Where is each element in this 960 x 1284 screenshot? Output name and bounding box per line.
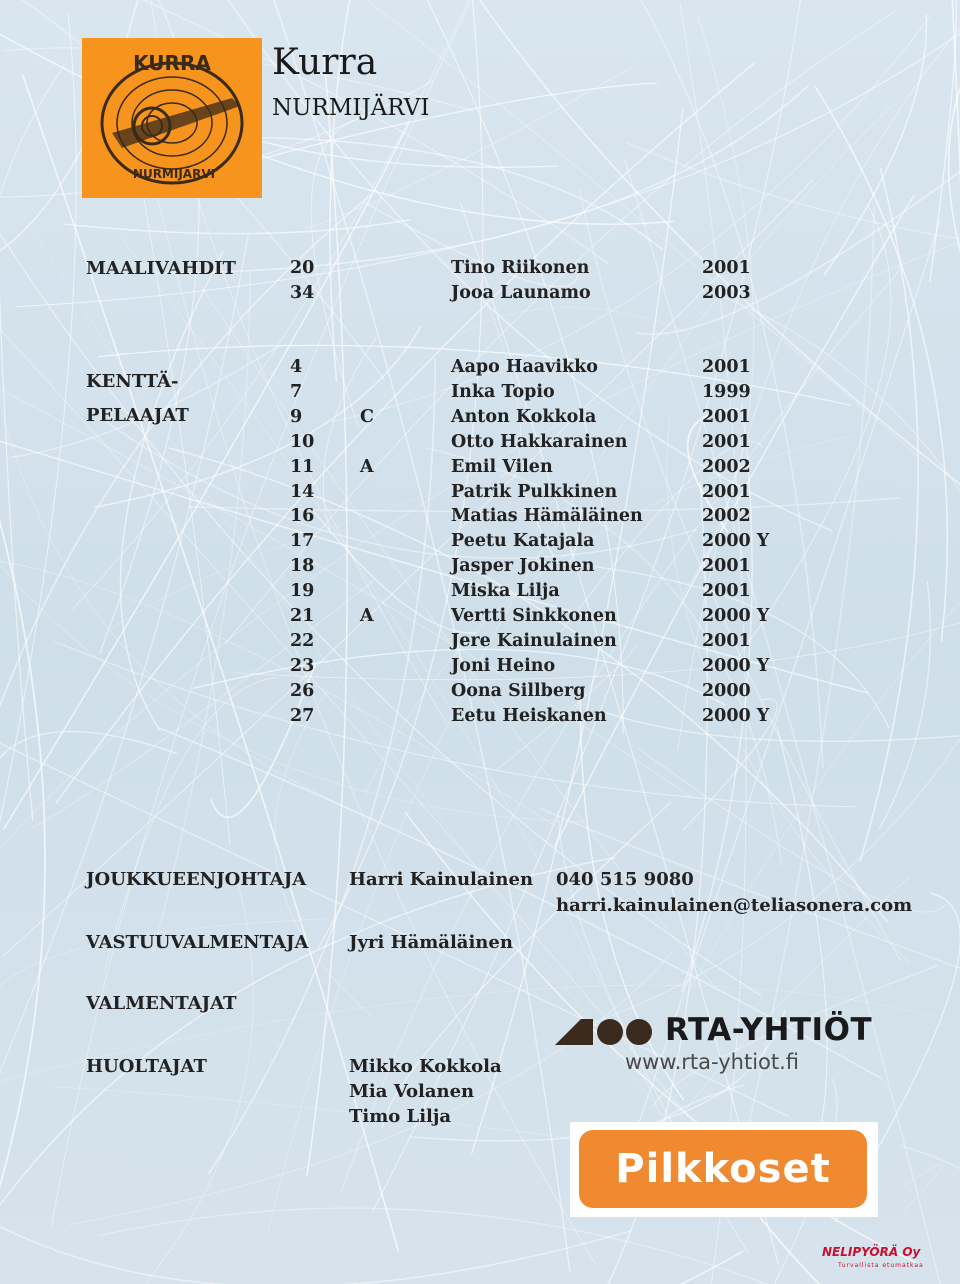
- player-name: Miska Lilja: [451, 581, 560, 602]
- player-year: 2001: [702, 630, 751, 651]
- player-number: 34: [290, 283, 315, 303]
- player-name: Peetu Katajala: [451, 531, 595, 552]
- player-number: 14: [290, 481, 315, 502]
- rta-sponsor-url[interactable]: www.rta-yhtiot.fi: [625, 1050, 800, 1074]
- player-name: Eetu Heiskanen: [451, 705, 607, 726]
- player-number: 11: [290, 456, 315, 477]
- player-year: 2000: [702, 680, 751, 701]
- rta-logo-mark-icon: [555, 1017, 655, 1047]
- player-number: 27: [290, 705, 315, 726]
- player-year: 2001: [702, 581, 751, 602]
- pilkkoset-sponsor-name: Pilkkoset: [615, 1146, 831, 1192]
- player-year: 2002: [702, 456, 751, 477]
- skaters-label-line1: KENTTÄ-: [86, 371, 179, 392]
- player-name: Patrik Pulkkinen: [451, 481, 618, 502]
- player-number: 17: [290, 531, 315, 552]
- player-name: Otto Hakkarainen: [451, 431, 628, 452]
- club-name: Kurra: [272, 42, 378, 83]
- player-number: 16: [290, 506, 315, 527]
- manager-email: harri.kainulainen@teliasonera.com: [556, 895, 913, 916]
- club-logo: [82, 38, 262, 198]
- manager-name: Harri Kainulainen: [349, 869, 534, 890]
- skaters-label-line2: PELAAJAT: [86, 405, 189, 426]
- equipment-name: Mikko Kokkola: [349, 1056, 502, 1077]
- player-year: 2001: [702, 481, 751, 502]
- player-name: Inka Topio: [451, 381, 555, 402]
- player-name: Jooa Launamo: [451, 283, 591, 303]
- player-year: 2002: [702, 506, 751, 527]
- player-year: 2000 Y: [702, 531, 770, 552]
- player-name: Matias Hämäläinen: [451, 506, 643, 527]
- coaches-label: VALMENTAJAT: [86, 993, 237, 1014]
- player-number: 19: [290, 581, 315, 602]
- player-year: 2001: [702, 431, 751, 452]
- player-role: C: [360, 406, 374, 427]
- manager-phone: 040 515 9080: [556, 869, 694, 890]
- player-name: Jasper Jokinen: [451, 556, 595, 577]
- pilkkoset-sponsor-logo: [570, 1122, 878, 1217]
- player-number: 21: [290, 606, 315, 626]
- manager-label: JOUKKUEENJOHTAJA: [86, 869, 307, 890]
- equipment-label: HUOLTAJAT: [86, 1056, 207, 1077]
- player-year: 2001: [702, 406, 751, 427]
- player-year: 2001: [702, 258, 751, 278]
- goalies-label: MAALIVAHDIT: [86, 258, 236, 279]
- player-year: 2000 Y: [702, 606, 770, 626]
- player-name: Jere Kainulainen: [451, 630, 617, 651]
- head-coach-label: VASTUUVALMENTAJA: [86, 932, 309, 953]
- player-year: 2003: [702, 283, 751, 303]
- player-name: Vertti Sinkkonen: [451, 606, 617, 626]
- player-number: 4: [290, 357, 303, 377]
- kurra-club-logo-icon: [82, 38, 262, 198]
- rta-sponsor-name: RTA-YHTIÖT: [665, 1012, 873, 1048]
- player-name: Anton Kokkola: [451, 406, 597, 427]
- player-name: Joni Heino: [451, 655, 556, 676]
- player-year: 2000 Y: [702, 705, 770, 726]
- player-year: 2001: [702, 357, 751, 377]
- club-city: NURMIJÄRVI: [272, 95, 430, 121]
- player-year: 2001: [702, 556, 751, 577]
- player-number: 26: [290, 680, 315, 701]
- player-number: 18: [290, 556, 315, 577]
- player-number: 9: [290, 406, 303, 427]
- player-year: 2000 Y: [702, 655, 770, 676]
- logo-text-top: KURRA: [133, 51, 211, 75]
- player-number: 7: [290, 381, 303, 402]
- player-year: 1999: [702, 381, 751, 402]
- player-number: 22: [290, 630, 315, 651]
- player-number: 20: [290, 258, 315, 278]
- player-name: Aapo Haavikko: [451, 357, 598, 377]
- player-role: A: [360, 606, 374, 626]
- equipment-name: Timo Lilja: [349, 1106, 452, 1127]
- equipment-name: Mia Volanen: [349, 1081, 475, 1102]
- nelipyora-sponsor-tagline: Turvallista etumatkaa: [838, 1262, 924, 1269]
- player-name: Tino Riikonen: [451, 258, 590, 278]
- player-role: A: [360, 456, 374, 477]
- player-name: Emil Vilen: [451, 456, 553, 477]
- player-number: 23: [290, 655, 315, 676]
- player-number: 10: [290, 431, 315, 452]
- head-coach-name: Jyri Hämäläinen: [349, 932, 513, 953]
- nelipyora-sponsor-name: NELIPYÖRÄ Oy: [822, 1245, 921, 1259]
- logo-text-bottom: NURMIJÄRVI: [132, 167, 216, 181]
- player-name: Oona Sillberg: [451, 680, 586, 701]
